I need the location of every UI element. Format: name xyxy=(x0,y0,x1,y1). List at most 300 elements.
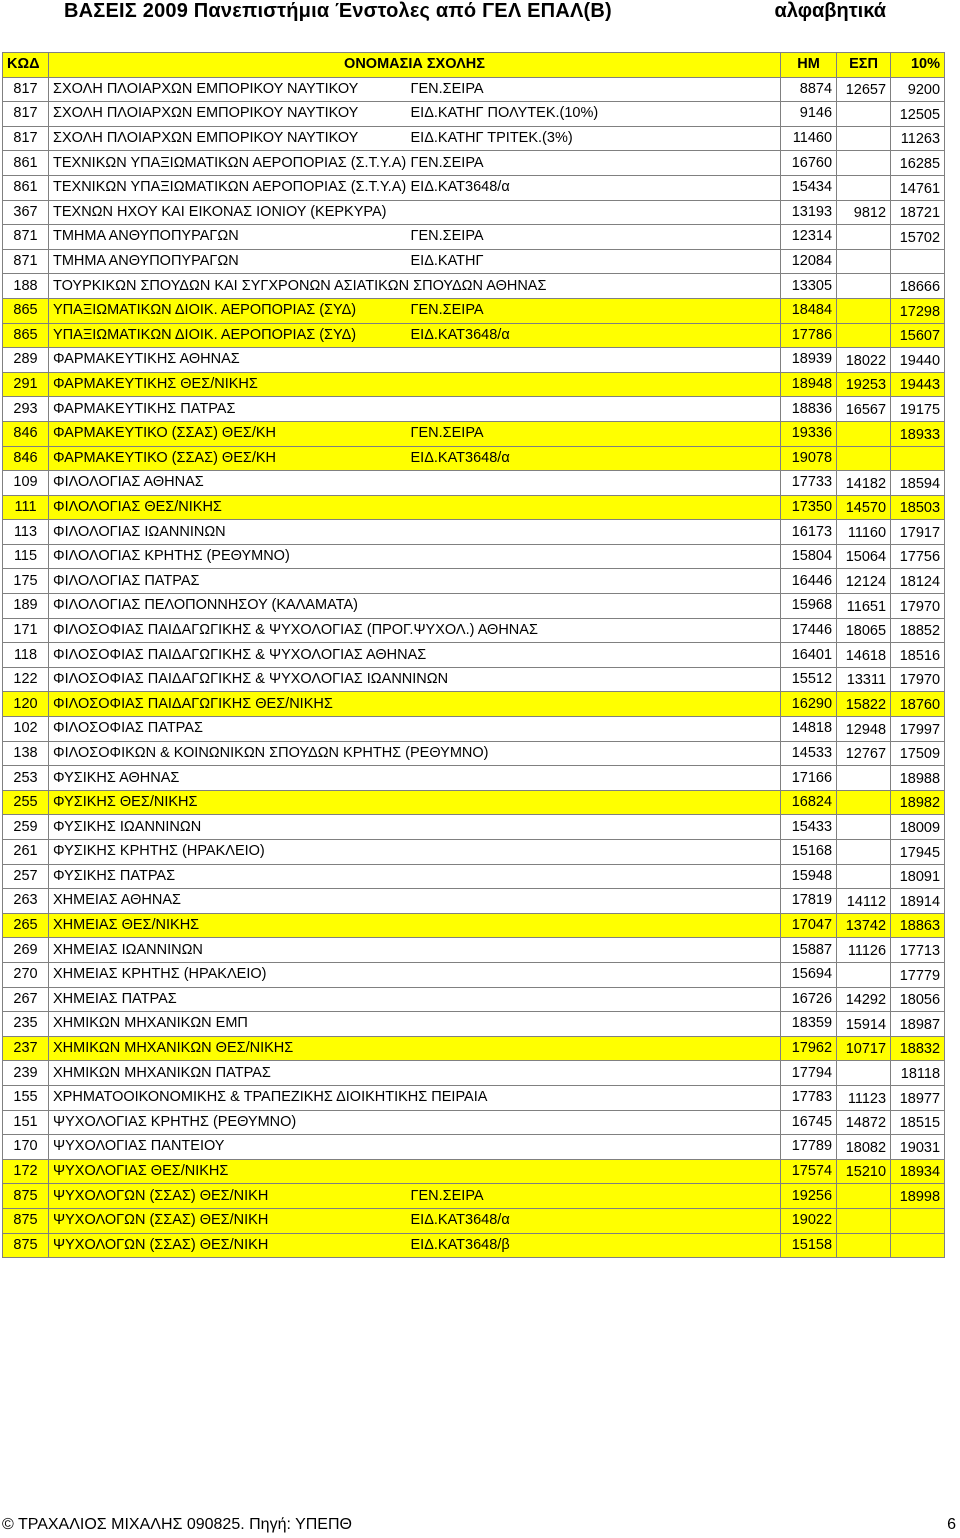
cell-name: ΧΗΜΕΙΑΣ ΘΕΣ/ΝΙΚΗΣ xyxy=(49,913,411,938)
cell-name: ΤΕΧΝΩΝ ΗΧΟΥ ΚΑΙ ΕΙΚΟΝΑΣ ΙΟΝΙΟΥ (ΚΕΡΚΥΡΑ) xyxy=(49,200,411,225)
cell-name: ΦΙΛΟΛΟΓΙΑΣ ΚΡΗΤΗΣ (ΡΕΘΥΜΝΟ) xyxy=(49,544,411,569)
cell-code: 113 xyxy=(3,520,49,545)
cell-hm: 18836 xyxy=(781,397,837,422)
cell-code: 875 xyxy=(3,1184,49,1209)
cell-note xyxy=(411,1110,781,1135)
cell-hm: 17789 xyxy=(781,1135,837,1160)
cell-hm: 17574 xyxy=(781,1159,837,1184)
cell-ten: 19440 xyxy=(891,348,945,373)
cell-code: 138 xyxy=(3,741,49,766)
cell-note: ΕΙΔ.ΚΑΤ3648/α xyxy=(411,175,781,200)
cell-ten: 18977 xyxy=(891,1085,945,1110)
table-row xyxy=(3,274,945,299)
cell-ten: 12505 xyxy=(891,102,945,127)
cell-note xyxy=(411,544,781,569)
cell-code: 253 xyxy=(3,766,49,791)
table-row xyxy=(3,1159,945,1184)
table-row xyxy=(3,618,945,643)
table-row xyxy=(3,323,945,348)
cell-esp: 14570 xyxy=(837,495,891,520)
table-row xyxy=(3,790,945,815)
cell-hm: 19336 xyxy=(781,421,837,446)
cell-hm: 15968 xyxy=(781,594,837,619)
cell-hm: 15168 xyxy=(781,840,837,865)
cell-note: ΓΕΝ.ΣΕΙΡΑ xyxy=(411,77,781,102)
cell-esp xyxy=(837,815,891,840)
cell-note xyxy=(411,938,781,963)
table-body xyxy=(3,77,945,1258)
table-row xyxy=(3,962,945,987)
cell-note xyxy=(411,913,781,938)
cell-hm: 13193 xyxy=(781,200,837,225)
cell-esp: 12948 xyxy=(837,717,891,742)
cell-note xyxy=(411,790,781,815)
cell-code: 875 xyxy=(3,1208,49,1233)
column-header-code: ΚΩΔ xyxy=(3,53,49,78)
cell-name: ΦΥΣΙΚΗΣ ΘΕΣ/ΝΙΚΗΣ xyxy=(49,790,411,815)
page-header xyxy=(0,0,960,26)
cell-hm: 14533 xyxy=(781,741,837,766)
cell-ten: 18832 xyxy=(891,1036,945,1061)
cell-code: 189 xyxy=(3,594,49,619)
cell-name: ΦΙΛΟΛΟΓΙΑΣ ΙΩΑΝΝΙΝΩΝ xyxy=(49,520,411,545)
cell-esp xyxy=(837,249,891,274)
cell-name: ΧΗΜΙΚΩΝ ΜΗΧΑΝΙΚΩΝ ΠΑΤΡΑΣ xyxy=(49,1061,411,1086)
cell-ten: 17945 xyxy=(891,840,945,865)
cell-code: 118 xyxy=(3,643,49,668)
cell-esp: 11126 xyxy=(837,938,891,963)
cell-esp: 10717 xyxy=(837,1036,891,1061)
cell-name: ΧΗΜΕΙΑΣ ΚΡΗΤΗΣ (ΗΡΑΚΛΕΙΟ) xyxy=(49,962,411,987)
table-row xyxy=(3,249,945,274)
cell-esp xyxy=(837,1184,891,1209)
cell-name: ΨΥΧΟΛΟΓΩΝ (ΣΣΑΣ) ΘΕΣ/ΝΙΚΗ xyxy=(49,1184,411,1209)
cell-note: ΓΕΝ.ΣΕΙΡΑ xyxy=(411,298,781,323)
cell-ten: 11263 xyxy=(891,126,945,151)
cell-name: ΤΜΗΜΑ ΑΝΘΥΠΟΠΥΡΑΓΩΝ xyxy=(49,225,411,250)
cell-esp xyxy=(837,274,891,299)
cell-esp: 11123 xyxy=(837,1085,891,1110)
cell-note xyxy=(411,667,781,692)
cell-hm: 15948 xyxy=(781,864,837,889)
cell-code: 293 xyxy=(3,397,49,422)
table-row xyxy=(3,1061,945,1086)
cell-note xyxy=(411,471,781,496)
table-row xyxy=(3,864,945,889)
cell-note xyxy=(411,495,781,520)
cell-code: 289 xyxy=(3,348,49,373)
table-row xyxy=(3,741,945,766)
cell-hm: 12084 xyxy=(781,249,837,274)
cell-esp: 15822 xyxy=(837,692,891,717)
cell-ten: 15702 xyxy=(891,225,945,250)
cell-hm: 18939 xyxy=(781,348,837,373)
cell-hm: 17786 xyxy=(781,323,837,348)
cell-ten: 17756 xyxy=(891,544,945,569)
cell-esp xyxy=(837,766,891,791)
cell-name: ΧΗΜΕΙΑΣ ΑΘΗΝΑΣ xyxy=(49,889,411,914)
cell-ten: 17970 xyxy=(891,594,945,619)
cell-note: ΓΕΝ.ΣΕΙΡΑ xyxy=(411,421,781,446)
cell-esp: 18065 xyxy=(837,618,891,643)
cell-note xyxy=(411,889,781,914)
cell-code: 170 xyxy=(3,1135,49,1160)
table-row xyxy=(3,175,945,200)
cell-code: 817 xyxy=(3,102,49,127)
table-row xyxy=(3,987,945,1012)
cell-ten: 17779 xyxy=(891,962,945,987)
cell-note: ΕΙΔ.ΚΑΤ3648/α xyxy=(411,323,781,348)
cell-hm: 18359 xyxy=(781,1012,837,1037)
cell-note: ΕΙΔ.ΚΑΤΗΓ xyxy=(411,249,781,274)
cell-note xyxy=(411,520,781,545)
cell-ten: 18934 xyxy=(891,1159,945,1184)
cell-code: 102 xyxy=(3,717,49,742)
cell-hm: 15433 xyxy=(781,815,837,840)
table-row xyxy=(3,717,945,742)
cell-hm: 8874 xyxy=(781,77,837,102)
cell-esp xyxy=(837,864,891,889)
cell-code: 817 xyxy=(3,126,49,151)
cell-note xyxy=(411,569,781,594)
cell-note xyxy=(411,840,781,865)
cell-note xyxy=(411,962,781,987)
cell-ten: 18515 xyxy=(891,1110,945,1135)
cell-name: ΤΟΥΡΚΙΚΩΝ ΣΠΟΥΔΩΝ ΚΑΙ ΣΥΓΧΡΟΝΩΝ ΑΣΙΑΤΙΚΩΝ ΣΠΟΥΔΩΝ ΑΘΗΝΑΣ xyxy=(49,274,411,299)
cell-name: ΧΗΜΕΙΑΣ ΠΑΤΡΑΣ xyxy=(49,987,411,1012)
cell-ten: 18118 xyxy=(891,1061,945,1086)
table-row xyxy=(3,1184,945,1209)
cell-code: 291 xyxy=(3,372,49,397)
cell-name: ΤΕΧΝΙΚΩΝ ΥΠΑΞΙΩΜΑΤΙΚΩΝ ΑΕΡΟΠΟΡΙΑΣ (Σ.Τ.Υ.Α) xyxy=(49,175,411,200)
table-row xyxy=(3,1233,945,1258)
column-header-ten: 10% xyxy=(891,53,945,78)
cell-code: 846 xyxy=(3,446,49,471)
cell-hm: 17962 xyxy=(781,1036,837,1061)
cell-hm: 17446 xyxy=(781,618,837,643)
cell-ten: 18998 xyxy=(891,1184,945,1209)
cell-code: 188 xyxy=(3,274,49,299)
cell-code: 172 xyxy=(3,1159,49,1184)
cell-name: ΦΙΛΟΣΟΦΙΑΣ ΠΑΤΡΑΣ xyxy=(49,717,411,742)
table-header-row xyxy=(3,53,945,78)
table-row xyxy=(3,569,945,594)
cell-ten: 18863 xyxy=(891,913,945,938)
cell-esp: 19253 xyxy=(837,372,891,397)
cell-code: 171 xyxy=(3,618,49,643)
cell-note xyxy=(411,864,781,889)
cell-hm: 15694 xyxy=(781,962,837,987)
cell-esp xyxy=(837,790,891,815)
cell-hm: 16745 xyxy=(781,1110,837,1135)
table-row xyxy=(3,126,945,151)
cell-name: ΨΥΧΟΛΟΓΙΑΣ ΚΡΗΤΗΣ (ΡΕΘΥΜΝΟ) xyxy=(49,1110,411,1135)
cell-ten: 18987 xyxy=(891,1012,945,1037)
cell-ten: 18124 xyxy=(891,569,945,594)
cell-name: ΦΥΣΙΚΗΣ ΙΩΑΝΝΙΝΩΝ xyxy=(49,815,411,840)
cell-hm: 17733 xyxy=(781,471,837,496)
cell-esp: 14112 xyxy=(837,889,891,914)
cell-hm: 15434 xyxy=(781,175,837,200)
cell-name: ΦΙΛΟΣΟΦΙΚΩΝ & ΚΟΙΝΩΝΙΚΩΝ ΣΠΟΥΔΩΝ ΚΡΗΤΗΣ (ΡΕΘΥΜΝΟ) xyxy=(49,741,411,766)
cell-code: 817 xyxy=(3,77,49,102)
table-row xyxy=(3,200,945,225)
cell-code: 861 xyxy=(3,175,49,200)
column-header-hm: ΗΜ xyxy=(781,53,837,78)
cell-note xyxy=(411,594,781,619)
cell-name: ΨΥΧΟΛΟΓΙΑΣ ΘΕΣ/ΝΙΚΗΣ xyxy=(49,1159,411,1184)
cell-name: ΦΑΡΜΑΚΕΥΤΙΚΗΣ ΑΘΗΝΑΣ xyxy=(49,348,411,373)
cell-ten: 15607 xyxy=(891,323,945,348)
cell-esp xyxy=(837,102,891,127)
cell-code: 265 xyxy=(3,913,49,938)
cell-esp xyxy=(837,1208,891,1233)
cell-code: 122 xyxy=(3,667,49,692)
cell-ten: 18594 xyxy=(891,471,945,496)
cell-esp xyxy=(837,151,891,176)
cell-code: 155 xyxy=(3,1085,49,1110)
cell-ten: 16285 xyxy=(891,151,945,176)
cell-ten xyxy=(891,1208,945,1233)
cell-code: 861 xyxy=(3,151,49,176)
table-row xyxy=(3,421,945,446)
cell-note xyxy=(411,987,781,1012)
cell-hm: 16401 xyxy=(781,643,837,668)
cell-code: 865 xyxy=(3,298,49,323)
cell-note xyxy=(411,1036,781,1061)
table-row xyxy=(3,544,945,569)
table-row xyxy=(3,1085,945,1110)
cell-hm: 19022 xyxy=(781,1208,837,1233)
cell-name: ΧΗΜΙΚΩΝ ΜΗΧΑΝΙΚΩΝ ΕΜΠ xyxy=(49,1012,411,1037)
table-row xyxy=(3,815,945,840)
table-row xyxy=(3,667,945,692)
cell-ten: 19175 xyxy=(891,397,945,422)
cell-code: 115 xyxy=(3,544,49,569)
cell-ten: 17970 xyxy=(891,667,945,692)
cell-hm: 19078 xyxy=(781,446,837,471)
cell-ten: 18721 xyxy=(891,200,945,225)
cell-hm: 17783 xyxy=(781,1085,837,1110)
cell-ten: 18988 xyxy=(891,766,945,791)
cell-code: 367 xyxy=(3,200,49,225)
cell-code: 865 xyxy=(3,323,49,348)
cell-note xyxy=(411,815,781,840)
cell-esp: 14182 xyxy=(837,471,891,496)
cell-esp xyxy=(837,1061,891,1086)
table-row xyxy=(3,397,945,422)
cell-ten xyxy=(891,1233,945,1258)
table-row xyxy=(3,1208,945,1233)
cell-note xyxy=(411,1061,781,1086)
cell-hm: 18484 xyxy=(781,298,837,323)
cell-esp: 11160 xyxy=(837,520,891,545)
cell-esp: 12124 xyxy=(837,569,891,594)
cell-esp: 13742 xyxy=(837,913,891,938)
cell-note: ΕΙΔ.ΚΑΤΗΓ ΤΡΙΤΕΚ.(3%) xyxy=(411,126,781,151)
cell-ten: 18760 xyxy=(891,692,945,717)
cell-name: ΤΜΗΜΑ ΑΝΘΥΠΟΠΥΡΑΓΩΝ xyxy=(49,249,411,274)
cell-esp: 12767 xyxy=(837,741,891,766)
cell-name: ΦΙΛΟΛΟΓΙΑΣ ΘΕΣ/ΝΙΚΗΣ xyxy=(49,495,411,520)
cell-name: ΧΗΜΕΙΑΣ ΙΩΑΝΝΙΝΩΝ xyxy=(49,938,411,963)
cell-ten: 18091 xyxy=(891,864,945,889)
cell-esp: 12657 xyxy=(837,77,891,102)
cell-code: 120 xyxy=(3,692,49,717)
column-header-esp: ΕΣΠ xyxy=(837,53,891,78)
cell-name: ΦΥΣΙΚΗΣ ΠΑΤΡΑΣ xyxy=(49,864,411,889)
cell-ten: 18516 xyxy=(891,643,945,668)
cell-ten: 17509 xyxy=(891,741,945,766)
cell-name: ΦΙΛΟΛΟΓΙΑΣ ΠΕΛΟΠΟΝΝΗΣΟΥ (ΚΑΛΑΜΑΤΑ) xyxy=(49,594,411,619)
cell-name: ΧΡΗΜΑΤΟΟΙΚΟΝΟΜΙΚΗΣ & ΤΡΑΠΕΖΙΚΗΣ ΔΙΟΙΚΗΤΙΚΗΣ ΠΕΙΡΑΙΑ xyxy=(49,1085,411,1110)
cell-note xyxy=(411,766,781,791)
cell-code: 267 xyxy=(3,987,49,1012)
cell-ten: 19443 xyxy=(891,372,945,397)
cell-name: ΨΥΧΟΛΟΓΙΑΣ ΠΑΝΤΕΙΟΥ xyxy=(49,1135,411,1160)
cell-name: ΦΙΛΟΣΟΦΙΑΣ ΠΑΙΔΑΓΩΓΙΚΗΣ & ΨΥΧΟΛΟΓΙΑΣ ΑΘΗΝΑΣ xyxy=(49,643,411,668)
table-row xyxy=(3,692,945,717)
cell-name: ΦΥΣΙΚΗΣ ΚΡΗΤΗΣ (ΗΡΑΚΛΕΙΟ) xyxy=(49,840,411,865)
cell-esp: 9812 xyxy=(837,200,891,225)
cell-note xyxy=(411,200,781,225)
cell-esp xyxy=(837,323,891,348)
table-row xyxy=(3,1012,945,1037)
cell-code: 109 xyxy=(3,471,49,496)
cell-ten: 14761 xyxy=(891,175,945,200)
cell-hm: 9146 xyxy=(781,102,837,127)
cell-ten: 18914 xyxy=(891,889,945,914)
cell-hm: 15512 xyxy=(781,667,837,692)
cell-code: 111 xyxy=(3,495,49,520)
cell-name: ΣΧΟΛΗ ΠΛΟΙΑΡΧΩΝ ΕΜΠΟΡΙΚΟΥ ΝΑΥΤΙΚΟΥ xyxy=(49,77,411,102)
cell-esp: 14872 xyxy=(837,1110,891,1135)
cell-code: 239 xyxy=(3,1061,49,1086)
cell-hm: 17350 xyxy=(781,495,837,520)
cell-code: 871 xyxy=(3,225,49,250)
cell-ten: 18056 xyxy=(891,987,945,1012)
cell-note xyxy=(411,1012,781,1037)
cell-name: ΦΥΣΙΚΗΣ ΑΘΗΝΑΣ xyxy=(49,766,411,791)
cell-note xyxy=(411,643,781,668)
cell-name: ΥΠΑΞΙΩΜΑΤΙΚΩΝ ΔΙΟΙΚ. ΑΕΡΟΠΟΡΙΑΣ (ΣΥΔ) xyxy=(49,298,411,323)
footer-page-number: 6 xyxy=(947,1516,956,1533)
cell-esp: 13311 xyxy=(837,667,891,692)
cell-hm: 13305 xyxy=(781,274,837,299)
cell-hm: 17794 xyxy=(781,1061,837,1086)
cell-ten: 19031 xyxy=(891,1135,945,1160)
cell-code: 235 xyxy=(3,1012,49,1037)
table-row xyxy=(3,1135,945,1160)
cell-hm: 17819 xyxy=(781,889,837,914)
cell-code: 175 xyxy=(3,569,49,594)
sort-label: αλφαβητικά xyxy=(774,0,886,22)
cell-ten: 18852 xyxy=(891,618,945,643)
cell-ten: 18982 xyxy=(891,790,945,815)
cell-hm: 16726 xyxy=(781,987,837,1012)
cell-esp xyxy=(837,126,891,151)
table-row xyxy=(3,348,945,373)
table-row xyxy=(3,594,945,619)
cell-hm: 12314 xyxy=(781,225,837,250)
cell-hm: 15887 xyxy=(781,938,837,963)
table-row xyxy=(3,520,945,545)
cell-hm: 16824 xyxy=(781,790,837,815)
cell-note: ΕΙΔ.ΚΑΤ3648/α xyxy=(411,446,781,471)
cell-code: 259 xyxy=(3,815,49,840)
cell-note: ΕΙΔ.ΚΑΤ3648/β xyxy=(411,1233,781,1258)
cell-code: 255 xyxy=(3,790,49,815)
table-row xyxy=(3,372,945,397)
cell-hm: 15158 xyxy=(781,1233,837,1258)
column-header-name: ΟΝΟΜΑΣΙΑ ΣΧΟΛΗΣ xyxy=(49,53,781,78)
cell-name: ΦΑΡΜΑΚΕΥΤΙΚΟ (ΣΣΑΣ) ΘΕΣ/ΚΗ xyxy=(49,446,411,471)
cell-name: ΣΧΟΛΗ ΠΛΟΙΑΡΧΩΝ ΕΜΠΟΡΙΚΟΥ ΝΑΥΤΙΚΟΥ xyxy=(49,126,411,151)
table-row xyxy=(3,1036,945,1061)
table-row xyxy=(3,298,945,323)
cell-name: ΨΥΧΟΛΟΓΩΝ (ΣΣΑΣ) ΘΕΣ/ΝΙΚΗ xyxy=(49,1233,411,1258)
cell-name: ΦΙΛΟΛΟΓΙΑΣ ΑΘΗΝΑΣ xyxy=(49,471,411,496)
cell-esp xyxy=(837,225,891,250)
cell-name: ΨΥΧΟΛΟΓΩΝ (ΣΣΑΣ) ΘΕΣ/ΝΙΚΗ xyxy=(49,1208,411,1233)
table-row xyxy=(3,495,945,520)
cell-name: ΦΑΡΜΑΚΕΥΤΙΚΗΣ ΠΑΤΡΑΣ xyxy=(49,397,411,422)
cell-ten xyxy=(891,446,945,471)
cell-note: ΓΕΝ.ΣΕΙΡΑ xyxy=(411,1184,781,1209)
cell-esp: 18022 xyxy=(837,348,891,373)
cell-ten: 17917 xyxy=(891,520,945,545)
cell-code: 269 xyxy=(3,938,49,963)
cell-note: ΓΕΝ.ΣΕΙΡΑ xyxy=(411,151,781,176)
cell-note xyxy=(411,1159,781,1184)
cell-esp: 14618 xyxy=(837,643,891,668)
table-row xyxy=(3,840,945,865)
cell-note xyxy=(411,692,781,717)
cell-hm: 19256 xyxy=(781,1184,837,1209)
cell-code: 270 xyxy=(3,962,49,987)
table-row xyxy=(3,446,945,471)
cell-ten: 18503 xyxy=(891,495,945,520)
cell-esp xyxy=(837,1233,891,1258)
cell-esp xyxy=(837,175,891,200)
cell-code: 237 xyxy=(3,1036,49,1061)
cell-note xyxy=(411,397,781,422)
cell-ten: 17713 xyxy=(891,938,945,963)
cell-esp xyxy=(837,421,891,446)
cell-esp xyxy=(837,962,891,987)
cell-name: ΧΗΜΙΚΩΝ ΜΗΧΑΝΙΚΩΝ ΘΕΣ/ΝΙΚΗΣ xyxy=(49,1036,411,1061)
cell-name: ΥΠΑΞΙΩΜΑΤΙΚΩΝ ΔΙΟΙΚ. ΑΕΡΟΠΟΡΙΑΣ (ΣΥΔ) xyxy=(49,323,411,348)
table-row xyxy=(3,1110,945,1135)
cell-ten: 18009 xyxy=(891,815,945,840)
cell-name: ΤΕΧΝΙΚΩΝ ΥΠΑΞΙΩΜΑΤΙΚΩΝ ΑΕΡΟΠΟΡΙΑΣ (Σ.Τ.Υ.Α) xyxy=(49,151,411,176)
cell-name: ΣΧΟΛΗ ΠΛΟΙΑΡΧΩΝ ΕΜΠΟΡΙΚΟΥ ΝΑΥΤΙΚΟΥ xyxy=(49,102,411,127)
cell-name: ΦΑΡΜΑΚΕΥΤΙΚΗΣ ΘΕΣ/ΝΙΚΗΣ xyxy=(49,372,411,397)
cell-esp: 18082 xyxy=(837,1135,891,1160)
cell-esp: 15210 xyxy=(837,1159,891,1184)
footer-copyright: © ΤΡΑΧΑΛΙΟΣ ΜΙΧΑΛΗΣ 090825. Πηγή: ΥΠΕΠΘ xyxy=(2,1516,352,1533)
cell-hm: 11460 xyxy=(781,126,837,151)
cell-esp: 15064 xyxy=(837,544,891,569)
cell-name: ΦΙΛΟΣΟΦΙΑΣ ΠΑΙΔΑΓΩΓΙΚΗΣ ΘΕΣ/ΝΙΚΗΣ xyxy=(49,692,411,717)
cell-note xyxy=(411,717,781,742)
page-title: ΒΑΣΕΙΣ 2009 Πανεπιστήμια Ένστολες από ΓΕΛ ΕΠΑΛ(Β) xyxy=(64,0,612,22)
cell-code: 846 xyxy=(3,421,49,446)
table-row xyxy=(3,766,945,791)
table-row xyxy=(3,471,945,496)
cell-ten xyxy=(891,249,945,274)
table-row xyxy=(3,102,945,127)
